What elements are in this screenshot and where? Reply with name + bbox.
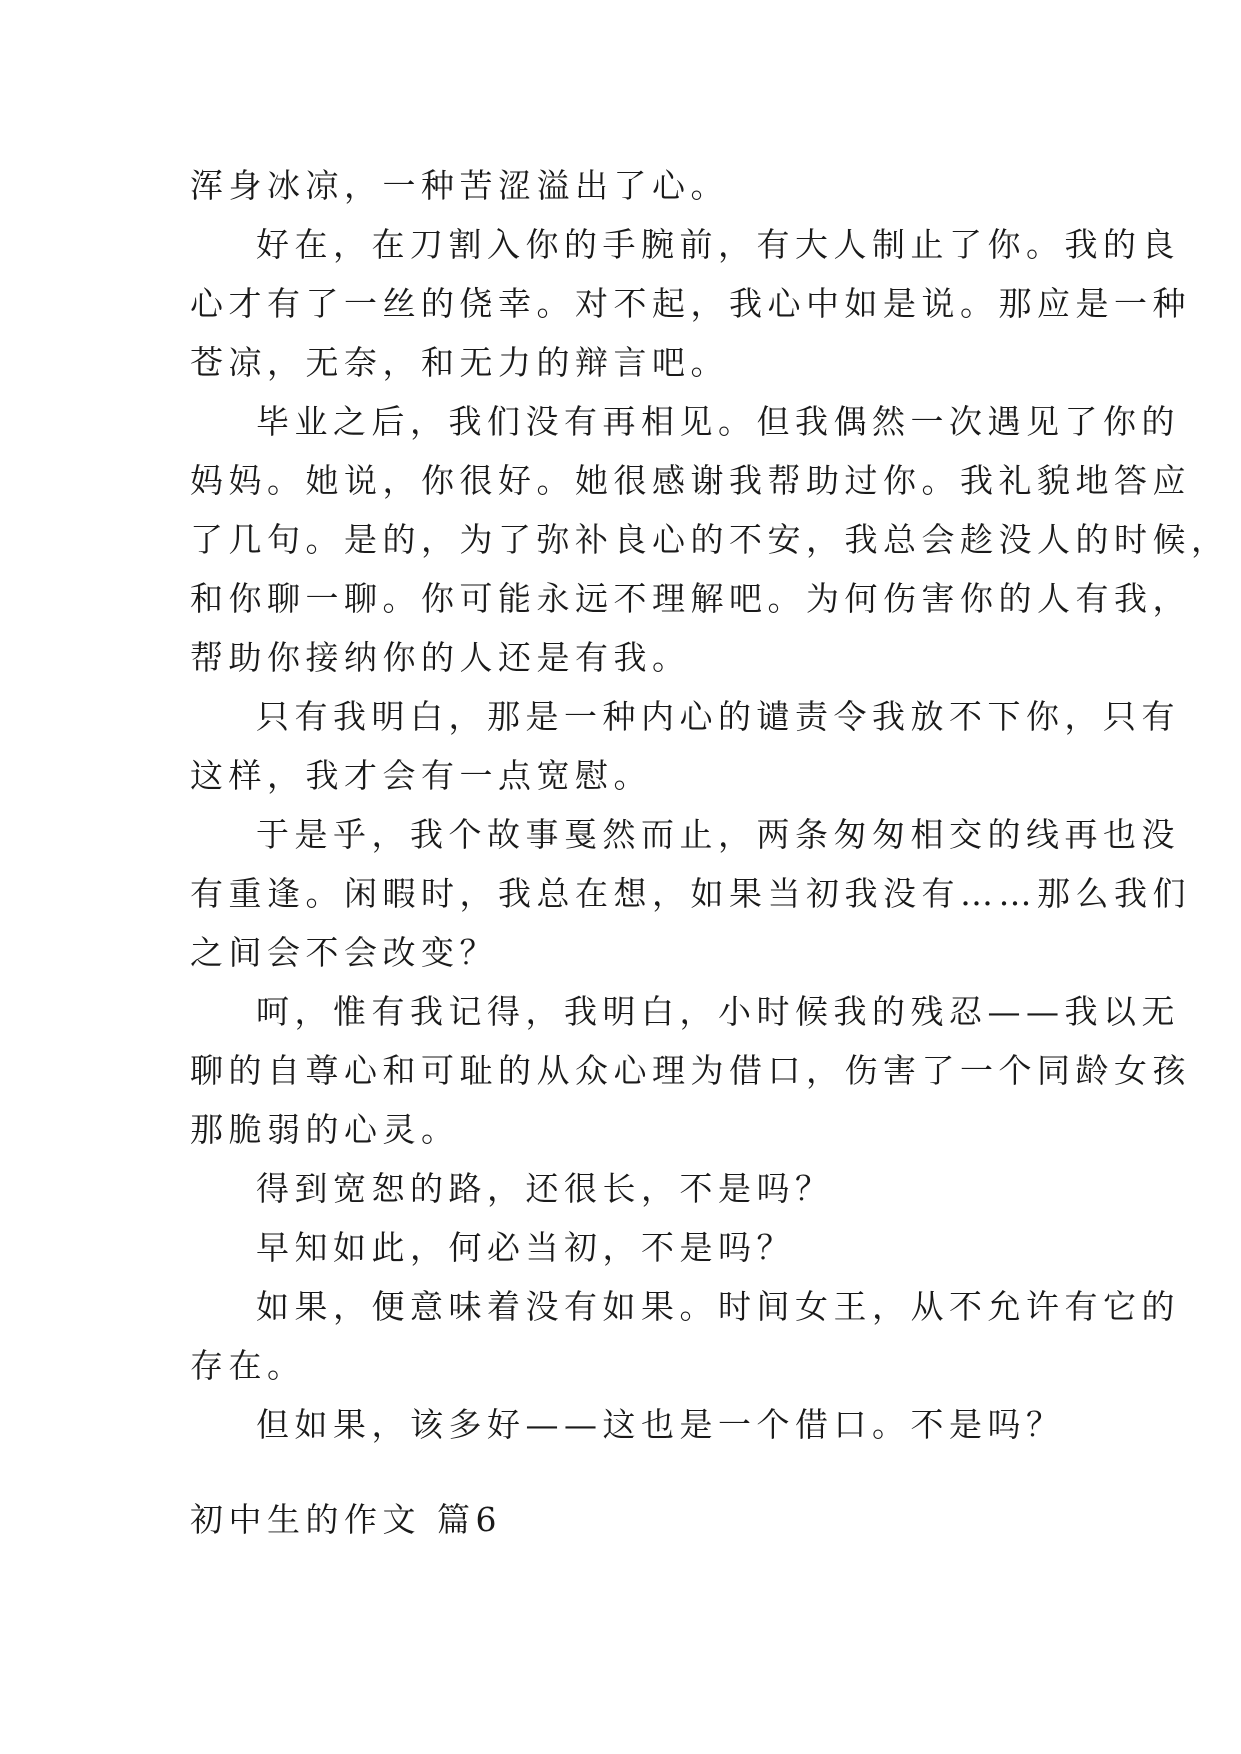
text-line: 只有我明白，那是一种内心的谴责令我放不下你，只有 [256, 697, 1180, 736]
text-line: 得到宽恕的路，还很长，不是吗？ [256, 1169, 834, 1208]
text-line: 聊的自尊心和可耻的从众心理为借口，伤害了一个同龄女孩 [190, 1051, 1191, 1090]
text-line: 苍凉，无奈，和无力的辩言吧。 [190, 343, 729, 382]
text-line: 于是乎，我个故事戛然而止，两条匆匆相交的线再也没 [256, 815, 1180, 854]
text-line: 那脆弱的心灵。 [190, 1110, 460, 1149]
text-line: 了几句。是的，为了弥补良心的不安，我总会趁没人的时候， [190, 520, 1230, 559]
section-heading: 初中生的作文 篇6 [190, 1500, 502, 1539]
text-line: 毕业之后，我们没有再相见。但我偶然一次遇见了你的 [256, 402, 1180, 441]
text-line: 存在。 [190, 1346, 306, 1385]
text-line: 浑身冰凉，一种苦涩溢出了心。 [190, 166, 729, 205]
text-line: 有重逢。闲暇时，我总在想，如果当初我没有……那么我们 [190, 874, 1191, 913]
text-line: 但如果，该多好——这也是一个借口。不是吗？ [256, 1405, 1065, 1444]
text-line: 之间会不会改变？ [190, 933, 498, 972]
text-line: 好在，在刀割入你的手腕前，有大人制止了你。我的良 [256, 225, 1180, 264]
text-line: 心才有了一丝的侥幸。对不起，我心中如是说。那应是一种 [190, 284, 1191, 323]
text-line: 如果，便意味着没有如果。时间女王，从不允许有它的 [256, 1287, 1180, 1326]
text-line: 呵，惟有我记得，我明白，小时候我的残忍——我以无 [256, 992, 1180, 1031]
text-line: 妈妈。她说，你很好。她很感谢我帮助过你。我礼貌地答应 [190, 461, 1191, 500]
essay-body [190, 156, 1230, 1454]
text-line: 早知如此，何必当初，不是吗？ [256, 1228, 795, 1267]
text-line: 帮助你接纳你的人还是有我。 [190, 638, 691, 677]
text-line: 这样，我才会有一点宽慰。 [190, 756, 652, 795]
text-line: 和你聊一聊。你可能永远不理解吧。为何伤害你的人有我， [190, 579, 1191, 618]
